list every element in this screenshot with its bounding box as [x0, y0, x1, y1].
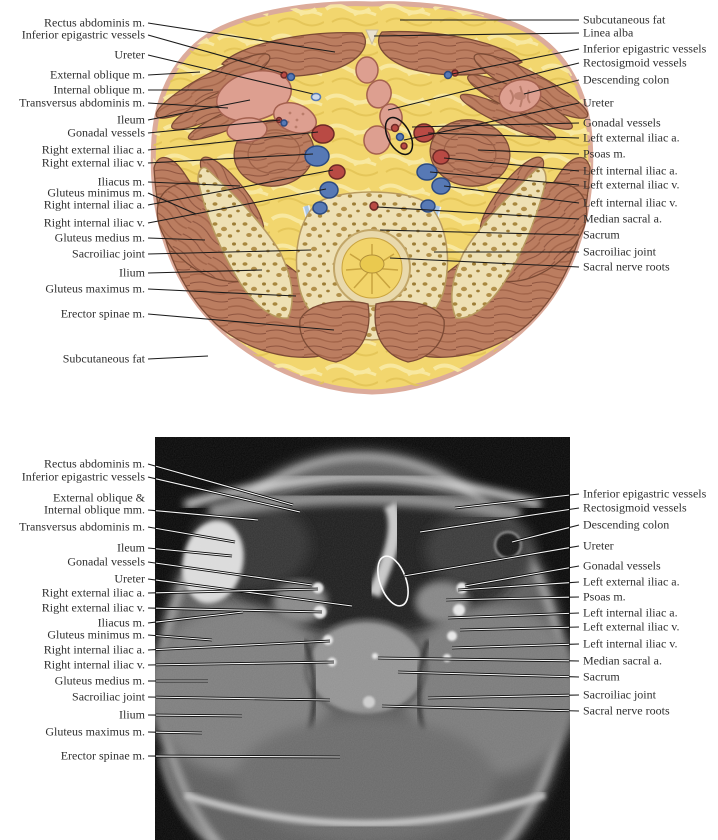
anatomy-label: Erector spinae m. — [60, 306, 145, 321]
leader-line — [148, 356, 208, 359]
anatomy-label: Inferior epigastric vessels — [21, 27, 145, 42]
anatomy-label: Sacroiliac joint — [72, 246, 145, 261]
anatomy-label: Right internal iliac v. — [43, 657, 145, 672]
leader-line — [148, 477, 156, 479]
anatomy-label: Gluteus minimus m. — [47, 627, 145, 642]
anatomy-label: Right internal iliac a. — [43, 642, 145, 657]
anatomy-label: Gonadal vessels — [583, 558, 661, 573]
anatomy-label: Left internal iliac a. — [583, 605, 678, 620]
anatomy-label: Left external iliac a. — [583, 574, 680, 589]
anatomy-label: Ureter — [583, 538, 614, 553]
leader-line — [148, 464, 156, 466]
anatomy-label: Right internal iliac a. — [43, 197, 145, 212]
anatomy-label: Erector spinae m. — [60, 748, 145, 763]
right-ureter-dot — [312, 94, 321, 101]
sacral-canal — [334, 230, 410, 306]
anatomy-label: External oblique & — [53, 490, 145, 505]
anatomy-label: Left external iliac a. — [583, 130, 680, 145]
anatomy-label: Gonadal vessels — [67, 125, 145, 140]
anatomy-label: Sacroiliac joint — [583, 687, 656, 702]
anatomy-label: Internal oblique mm. — [44, 502, 145, 517]
anatomy-label: Left external iliac v. — [583, 619, 680, 634]
anatomy-label: Left internal iliac v. — [583, 195, 678, 210]
anatomy-label: Ilium — [119, 707, 145, 722]
anatomy-label: Left external iliac v. — [583, 177, 680, 192]
anatomy-label: Linea alba — [583, 25, 634, 40]
anatomy-label: Rectus abdominis m. — [44, 456, 145, 471]
leader-line — [148, 510, 156, 511]
anatomy-label: Ureter — [583, 95, 614, 110]
anatomy-label: Psoas m. — [583, 146, 626, 161]
leader-line — [569, 582, 579, 583]
leader-line — [569, 508, 579, 510]
anatomy-label: Descending colon — [583, 72, 670, 87]
leader-line — [569, 494, 579, 495]
anatomy-label: Ileum — [117, 540, 145, 555]
anatomy-label: Median sacral a. — [583, 653, 662, 668]
median-sacral-artery — [370, 202, 378, 210]
anatomy-label: Gluteus maximus m. — [45, 724, 145, 739]
anatomy-label: Sacral nerve roots — [583, 259, 670, 274]
leader-line — [148, 562, 156, 563]
anatomy-label: Inferior epigastric vessels — [583, 486, 707, 501]
anatomy-label: Ileum — [117, 112, 145, 127]
anatomy-label: Rectosigmoid vessels — [583, 55, 687, 70]
anatomy-label: Ureter — [114, 571, 145, 586]
anatomy-label: Subcutaneous fat — [583, 12, 666, 27]
anatomy-label: Sacroiliac joint — [72, 689, 145, 704]
leader-line — [569, 566, 579, 568]
leader-line — [148, 635, 156, 636]
anatomy-label: Left internal iliac a. — [583, 163, 678, 178]
anatomy-label: Sacral nerve roots — [583, 703, 670, 718]
anatomy-label: Gonadal vessels — [583, 115, 661, 130]
anatomy-label: Internal oblique m. — [53, 82, 145, 97]
anatomy-label: Sacrum — [583, 669, 620, 684]
anatomy-label: Right external iliac a. — [41, 142, 145, 157]
anatomy-label: Right external iliac a. — [41, 585, 145, 600]
anatomy-label: Rectosigmoid vessels — [583, 500, 687, 515]
anatomy-label: Iliacus m. — [97, 174, 145, 189]
anatomy-label: Ureter — [114, 47, 145, 62]
anatomy-label: Gonadal vessels — [67, 554, 145, 569]
anatomy-label: Psoas m. — [583, 589, 626, 604]
anatomy-label: Gluteus maximus m. — [45, 281, 145, 296]
anatomy-label: Left internal iliac v. — [583, 636, 678, 651]
anatomy-label: Inferior epigastric vessels — [21, 469, 145, 484]
anatomy-label: Iliacus m. — [97, 615, 145, 630]
anatomy-label: External oblique m. — [50, 67, 145, 82]
leader-line — [569, 546, 579, 548]
leader-line — [148, 527, 156, 528]
leader-line — [569, 525, 579, 528]
leader-line — [148, 579, 156, 580]
anatomy-label: Ilium — [119, 265, 145, 280]
anatomy-label: Sacroiliac joint — [583, 244, 656, 259]
leader-line — [148, 622, 156, 623]
mri-scan — [148, 437, 580, 840]
anatomy-label: Sacrum — [583, 227, 620, 242]
anatomy-label: Gluteus medius m. — [54, 673, 145, 688]
anatomy-label: Gluteus medius m. — [54, 230, 145, 245]
anatomy-label: Right external iliac v. — [41, 600, 145, 615]
anatomy-label: Right internal iliac v. — [43, 215, 145, 230]
anatomy-label: Transversus abdominis m. — [19, 95, 145, 110]
anatomy-label: Descending colon — [583, 517, 670, 532]
anatomy-label: Transversus abdominis m. — [19, 519, 145, 534]
anatomy-label: Median sacral a. — [583, 211, 662, 226]
anatomy-label: Inferior epigastric vessels — [583, 41, 707, 56]
anatomy-label: Right external iliac v. — [41, 155, 145, 170]
anatomy-label: Gluteus minimus m. — [47, 185, 145, 200]
anatomy-label: Rectus abdominis m. — [44, 15, 145, 30]
anatomy-label: Subcutaneous fat — [62, 351, 145, 366]
leader-line — [148, 548, 156, 549]
